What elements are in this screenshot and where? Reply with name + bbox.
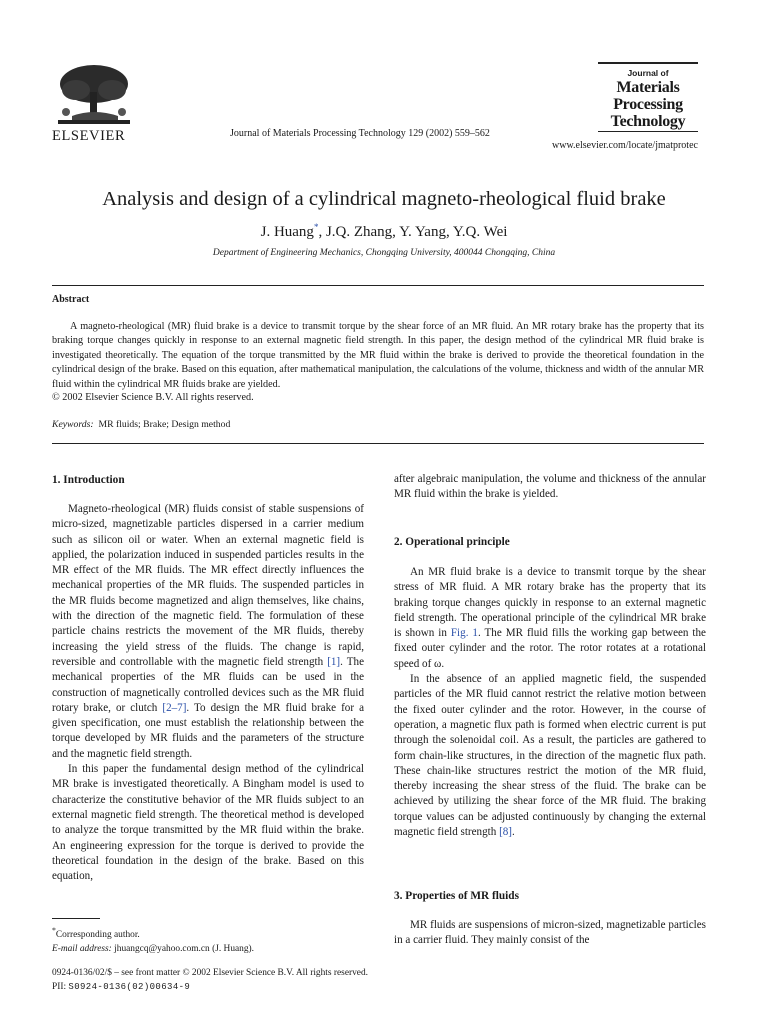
other-authors: , J.Q. Zhang, Y. Yang, Y.Q. Wei: [318, 224, 508, 240]
divider: [52, 285, 704, 286]
section-heading-properties: 3. Properties of MR fluids: [394, 890, 519, 902]
footnote: [52, 924, 254, 956]
section-heading-introduction: 1. Introduction: [52, 474, 125, 486]
reference-link[interactable]: [8]: [499, 826, 512, 839]
journal-logo-small-text: Journal of: [627, 68, 669, 78]
journal-logo-line: Technology: [610, 113, 686, 130]
operational-principle-body: [394, 565, 706, 840]
pii-label: PII:: [52, 981, 67, 992]
elsevier-tree-logo: [52, 62, 136, 126]
divider: [52, 443, 704, 444]
abstract-text: A magneto-rheological (MR) fluid brake is a device to transmit torque by the shear force of an MR fluid. An MR rotary brake has the property that its braking torque changes quickly in response to an external magnetic field strength. In this paper, the design method of the cylindrical MR fluid brake is investigated theoretically. The equation of the torque transmitted by the MR fluid within the brake is derived to provide the theoretical foundation in the cylindrical design of the brake. Based on this equation, after mathematical manipulation, the calculations of the volume, thickness and width of the annular MR fluid within the cylindrical MR fluids brake are yielded.: [52, 321, 704, 390]
corresponding-author-note: Corresponding author.: [55, 930, 140, 941]
paragraph: In the absence of an applied magnetic field, the suspended particles of the MR fluid cannot restrict the relative motion between the fixed outer cylinder and the rotor. However, in the course of operation, a magnetic flux path is formed when electric current is put through the solenoidal coil. As a result, the particles are gathered to form chain-like structures, in the direction of the magnetic flux path. These chain-like structures restrict the motion of the MR fluid, thereby increasing the shear stress of the fluid. The brake can be achieved by utilizing the shear force of the MR fluid. The braking torque values can be adjusted continuously by changing the external magnetic field strength [8].: [394, 673, 706, 839]
email-address[interactable]: jhuangcq@yahoo.com.cn (J. Huang).: [114, 944, 255, 955]
front-matter-line: 0924-0136/02/$ – see front matter © 2002 Elsevier Science B.V. All rights reserved.: [52, 968, 368, 978]
introduction-body: [52, 502, 364, 884]
reference-link[interactable]: [2–7]: [162, 701, 187, 714]
email-label: E-mail address:: [52, 944, 112, 955]
publisher-name: ELSEVIER: [52, 128, 126, 144]
paper-title: Analysis and design of a cylindrical magneto-rheological fluid brake: [102, 188, 666, 210]
corresponding-author-mark-link[interactable]: *: [313, 222, 319, 232]
paragraph: In this paper the fundamental design method of the cylindrical MR brake is investigated theoretically. A Bingham model is used to characterize the constitutive behavior of the MR fluids subject to an external magnetic field strength. The theoretical method is developed to analyze the torque transmitted by the MR fluid within the brake. An engineering expression for the torque is derived to provide the theoretical foundation in the design of the brake. Based on this equation,: [52, 763, 364, 883]
paragraph: Magneto-rheological (MR) fluids consist of stable suspensions of micro-sized, magnetizable particles dispersed in a carrier medium such as silicon oil or water. When an external magnetic field is applied, the polarization induced in suspended particles results in the MR effect of the MR fluids. The MR effect directly influences the mechanical properties of the MR fluids. The suspended particles in the MR fluids become magnetized and align themselves, like chains, with the direction of the magnetic field. The formulation of these particle chains restricts the movement of the MR fluids, thereby increasing the yield stress of the fluids. The change is rapid, reversible and controllable with the magnetic field strength [1]. The mechanical properties of the MR fluids can be used in the construction of magnetically controlled devices such as the MR fluid rotary brake, or clutch [2–7]. To design the MR fluid brake for a given specification, one must establish the relationship between the torque developed by MR fluids and the parameters of the structure and the magnetic field strength.: [52, 503, 364, 760]
properties-body: [394, 918, 706, 949]
pii-value: S0924-0136(02)00634-9: [68, 981, 191, 992]
section-heading-operational-principle: 2. Operational principle: [394, 536, 510, 548]
affiliation: Department of Engineering Mechanics, Chongqing University, 400044 Chongqing, China: [212, 248, 556, 258]
keywords-value: MR fluids; Brake; Design method: [98, 419, 231, 430]
journal-citation: Journal of Materials Processing Technology 129 (2002) 559–562: [230, 128, 490, 139]
keywords-label: Keywords:: [52, 419, 94, 430]
figure-link[interactable]: Fig. 1: [450, 627, 478, 640]
paragraph: An MR fluid brake is a device to transmit torque by the shear stress of MR fluid. A MR rotary brake has the property that its braking torque changes quickly in response to an external magnetic field strength. The operational principle of the cylindrical MR brake is shown in Fig. 1. The MR fluid fills the working gap between the fixed outer cylinder and the rotor. The rotor rotates at a rotational speed of ω.: [394, 566, 706, 670]
journal-logo-bottom-rule: [598, 131, 698, 132]
journal-logo-top-rule: [598, 62, 698, 64]
footnote-mark: *: [52, 926, 56, 935]
abstract-body: [52, 320, 704, 392]
introduction-continued: [394, 472, 706, 503]
copyright-line: © 2002 Elsevier Science B.V. All rights reserved.: [52, 392, 254, 403]
reference-link[interactable]: [1]: [327, 655, 341, 668]
journal-logo-line: Processing: [613, 96, 683, 113]
first-author: J. Huang: [260, 224, 314, 240]
journal-logo-line: Materials: [616, 79, 680, 96]
paragraph: after algebraic manipulation, the volume and thickness of the annular MR fluid within the brake is yielded.: [394, 473, 706, 501]
footnote-rule: [52, 918, 100, 919]
author-list: [0, 222, 768, 241]
journal-url-link[interactable]: www.elsevier.com/locate/jmatprotec: [552, 140, 698, 151]
page-footer: [52, 967, 368, 994]
abstract-heading: Abstract: [52, 294, 90, 305]
keywords: [52, 419, 230, 430]
paragraph: MR fluids are suspensions of micron-sized, magnetizable particles in a carrier fluid. They mainly consist of the: [394, 919, 706, 947]
